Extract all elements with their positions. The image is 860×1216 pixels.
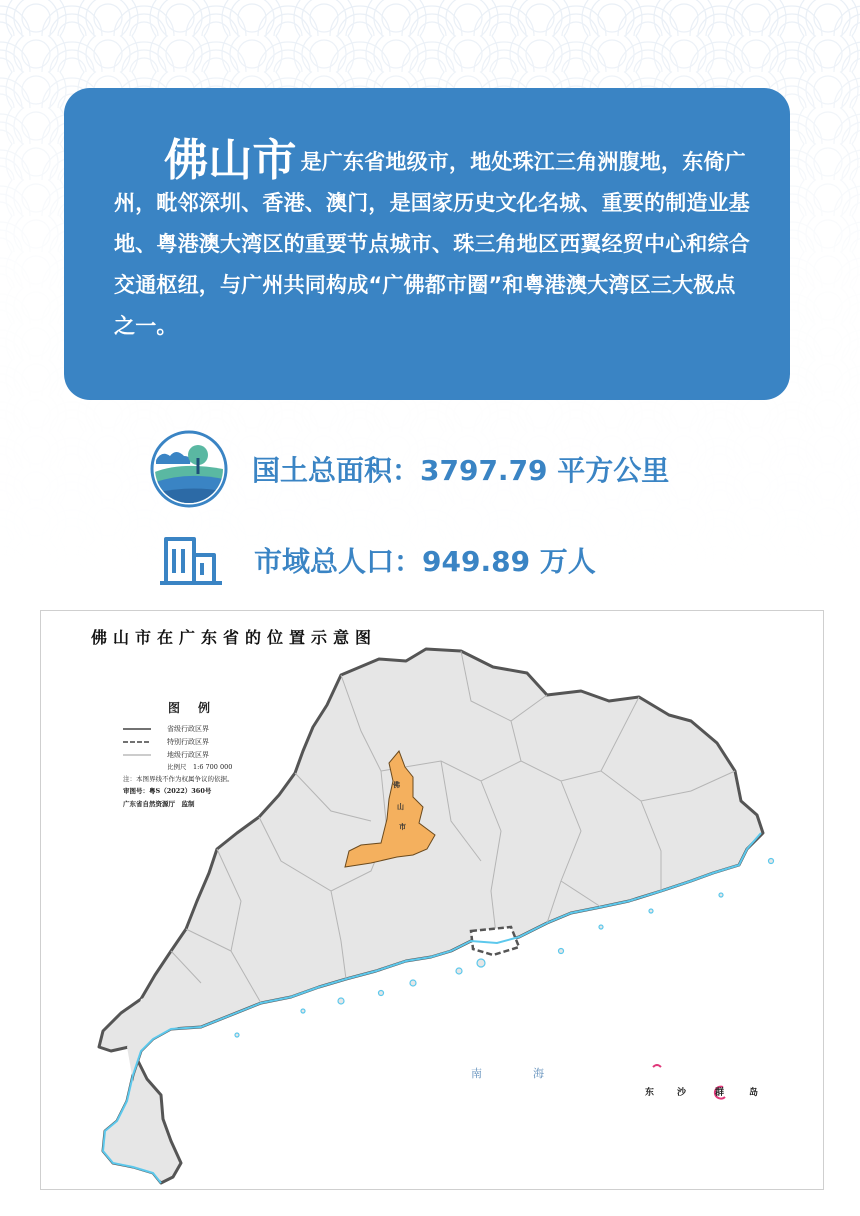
islands-label-4: 岛 <box>749 1088 759 1098</box>
legend-note: 注：本图界线不作为权属争议的依据。 <box>123 775 234 783</box>
area-stat-text: 国土总面积：3797.79 平方公里 <box>252 454 670 487</box>
building-icon <box>160 533 222 587</box>
legend-label-prefecture: 地级行政区界 <box>167 750 209 759</box>
islands-label-2: 沙 <box>677 1088 687 1098</box>
intro-card <box>64 88 790 400</box>
landscape-icon <box>150 430 228 508</box>
foshan-label-2: 山 <box>397 802 404 811</box>
location-map <box>40 610 824 1190</box>
legend-label-provincial: 省级行政区界 <box>167 724 209 733</box>
foshan-label-3: 市 <box>399 822 406 831</box>
intro-body: 是广东省地级市，地处珠江三角洲腹地，东倚广州，毗邻深圳、香港、澳门，是国家历史文化名城、重要的制造业基地、粤港澳大湾区的重要节点城市、珠三角地区西翼经贸中心和综合交通枢纽，与广州共同构成“广佛都市圈”和粤港澳大湾区三大极点之一。 <box>114 150 750 338</box>
map-title: 佛山市在广东省的位置示意图 <box>91 628 378 647</box>
sea-label-2: 海 <box>533 1067 544 1080</box>
intro-paragraph <box>114 135 750 347</box>
legend-title: 图例 <box>167 701 228 715</box>
guangdong-map <box>41 611 823 1189</box>
population-stat-text: 市域总人口：949.89 万人 <box>254 545 596 578</box>
city-name-title: 佛山市 <box>164 135 297 186</box>
islands-label-1: 东 <box>645 1088 655 1098</box>
population-stat <box>160 533 596 587</box>
map-legend <box>123 699 273 811</box>
legend-row-provincial <box>123 722 273 735</box>
foshan-label-1: 佛 <box>393 780 400 789</box>
legend-approval: 审图号：粤S（2022）360号 <box>123 787 212 795</box>
sea-label-1: 南 <box>471 1067 482 1080</box>
islands-label-3: 群 <box>715 1088 725 1098</box>
area-stat <box>150 430 669 508</box>
legend-publisher: 广东省自然资源厅 监制 <box>123 800 195 808</box>
legend-row-prefecture <box>123 748 273 761</box>
legend-scale: 比例尺 1:6 700 000 <box>167 763 233 771</box>
legend-row-special <box>123 735 273 748</box>
legend-label-special: 特别行政区界 <box>167 737 209 746</box>
